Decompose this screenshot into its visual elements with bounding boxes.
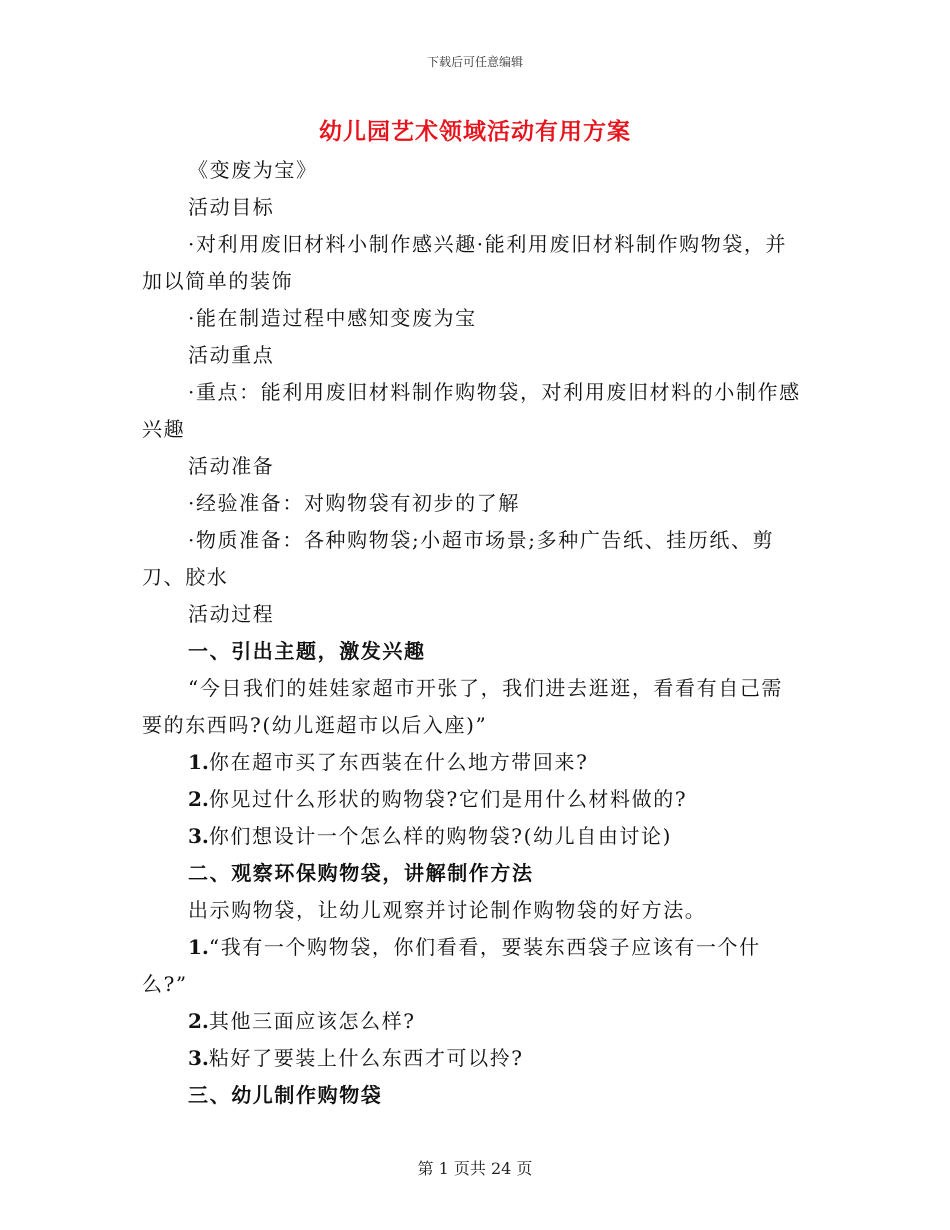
step-heading: 三、幼儿制作购物袋 <box>188 1083 383 1107</box>
item-number: 3. <box>188 1046 209 1070</box>
item-number: 1. <box>188 750 209 774</box>
item-number: 3. <box>188 824 209 848</box>
document-title: 幼儿园艺术领域活动有用方案 <box>319 118 631 145</box>
item-number: 2. <box>188 1009 209 1033</box>
section-heading: 活动过程 <box>188 602 275 626</box>
section-heading: 活动目标 <box>188 195 275 219</box>
paragraph: ·对利用废旧材料小制作感兴趣·能利用废旧材料制作购物袋，并加以简单的装饰 <box>142 232 788 293</box>
item-number: 1. <box>188 935 209 959</box>
section-heading: 活动准备 <box>188 454 275 478</box>
page-footer: 第 1 页共 24 页 <box>417 1159 533 1178</box>
numbered-item <box>142 929 802 1003</box>
item-text: 你在超市买了东西装在什么地方带回来? <box>208 750 589 774</box>
step-heading: 二、观察环保购物袋，讲解制作方法 <box>188 861 534 885</box>
paragraph: ·经验准备：对购物袋有初步的了解 <box>188 491 520 515</box>
paragraph: ·能在制造过程中感知变废为宝 <box>188 306 477 330</box>
paragraph: “今日我们的娃娃家超市开张了，我们进去逛逛，看看有自己需要的东西吗?(幼儿逛超市以后入座)” <box>142 676 784 737</box>
subtitle: 《变废为宝》 <box>188 158 318 182</box>
item-text: 你见过什么形状的购物袋?它们是用什么材料做的? <box>208 787 688 811</box>
page-header: 下载后可任意编辑 <box>426 55 523 69</box>
item-text: 你们想设计一个怎么样的购物袋?(幼儿自由讨论) <box>208 824 673 848</box>
numbered-item <box>142 781 802 818</box>
step-heading: 一、引出主题，激发兴趣 <box>188 639 426 663</box>
paragraph: 出示购物袋，让幼儿观察并讨论制作购物袋的好方法。 <box>188 898 707 922</box>
paragraph: ·物质准备：各种购物袋;小超市场景;多种广告纸、挂历纸、剪刀、胶水 <box>142 528 775 589</box>
numbered-item <box>142 818 802 855</box>
numbered-item <box>142 1040 802 1077</box>
paragraph: ·重点：能利用废旧材料制作购物袋，对利用废旧材料的小制作感兴趣 <box>142 380 801 441</box>
document-body <box>142 152 802 1114</box>
item-text: “我有一个购物袋，你们看看，要装东西袋子应该有一个什么?” <box>142 935 761 996</box>
numbered-item <box>142 744 802 781</box>
item-number: 2. <box>188 787 209 811</box>
item-text: 粘好了要装上什么东西才可以拎? <box>208 1046 524 1070</box>
item-text: 其他三面应该怎么样? <box>208 1009 416 1033</box>
numbered-item <box>142 1003 802 1040</box>
section-heading: 活动重点 <box>188 343 275 367</box>
